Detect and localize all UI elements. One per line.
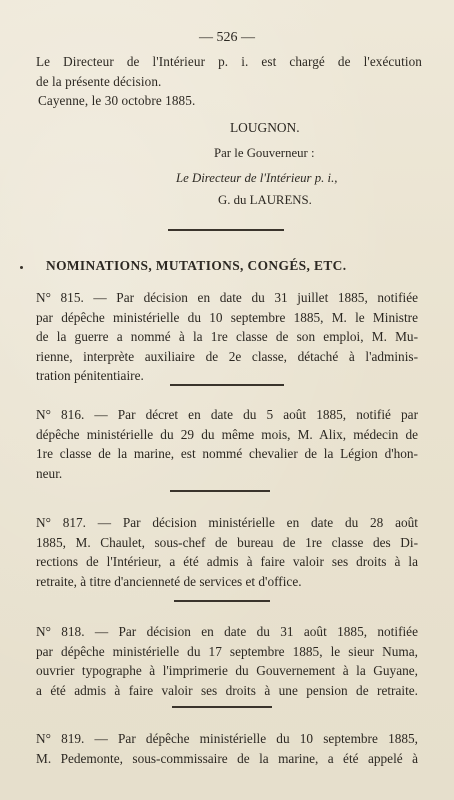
- entry-line: N° 819. — Par dépêche ministérielle du 10 septembre 1885,: [36, 731, 418, 746]
- entry-divider: [170, 384, 284, 386]
- signature-title: Le Directeur de l'Intérieur p. i.,: [176, 171, 338, 185]
- entry-line: par dépêche ministérielle du 10 septembre 1885, M. le Ministre: [36, 309, 418, 325]
- entry-line: 1re classe de la marine, est nommé chevalier de la Légion d'hon-: [36, 446, 418, 462]
- entry-line: rienne, interprète auxiliaire de 2e classe, détaché à l'adminis-: [36, 348, 418, 364]
- entry-line: neur.: [36, 465, 63, 481]
- intro-date-line: Cayenne, le 30 octobre 1885.: [38, 93, 196, 109]
- entry-line: ouvrier typographe à l'imprimerie du Gouvernement à la Guyane,: [36, 663, 418, 679]
- section-heading: NOMINATIONS, MUTATIONS, CONGÉS, ETC.: [46, 258, 347, 273]
- entry-divider: [172, 706, 272, 708]
- entry-815: [36, 288, 418, 386]
- entry-818: [36, 622, 418, 700]
- entry-line: dépêche ministérielle du 29 du même mois, M. Alix, médecin de: [36, 426, 418, 442]
- entry-line: M. Pedemonte, sous-commissaire de la marine, a été appelé à: [36, 750, 418, 766]
- entry-816: [36, 405, 418, 483]
- entry-line: N° 818. — Par décision en date du 31 août 1885, notifiée: [36, 624, 418, 639]
- entry-line: N° 817. — Par décision ministérielle en date du 28 août: [36, 515, 418, 530]
- signature-by-line: Par le Gouverneur :: [214, 146, 315, 160]
- entry-line: 1885, M. Chaulet, sous-chef de bureau de 1re classe des Di-: [36, 534, 418, 550]
- entry-817: [36, 513, 418, 591]
- entry-line: a été admis à faire valoir ses droits à une pension de retraite.: [36, 682, 418, 698]
- signature-name: LOUGNON.: [230, 120, 300, 135]
- signature-signer: G. du LAURENS.: [218, 193, 312, 207]
- entry-divider: [174, 600, 270, 602]
- entry-line: tration pénitentiaire.: [36, 368, 144, 384]
- entry-line: retraite, à titre d'ancienneté de services et d'office.: [36, 573, 302, 589]
- entry-divider: [170, 490, 270, 492]
- entry-line: N° 815. — Par décision en date du 31 juillet 1885, notifiée: [36, 290, 418, 305]
- section-divider: [168, 229, 284, 231]
- intro-line-1: Le Directeur de l'Intérieur p. i. est chargé de l'exécution: [36, 54, 422, 69]
- entry-819: [36, 729, 418, 768]
- entry-line: par dépêche ministérielle du 17 septembre 1885, le sieur Numa,: [36, 643, 418, 659]
- intro-paragraph: [36, 52, 422, 111]
- intro-line-2: de la présente décision.: [36, 73, 162, 89]
- entry-line: N° 816. — Par décret en date du 5 août 1885, notifié par: [36, 407, 418, 422]
- entry-line: rections de l'Intérieur, a été admis à faire valoir ses droits à la: [36, 554, 418, 570]
- margin-mark: [20, 266, 23, 269]
- page-number: — 526 —: [199, 30, 255, 45]
- entry-line: de la guerre a nommé à la 1re classe de son emploi, M. Mu-: [36, 329, 418, 345]
